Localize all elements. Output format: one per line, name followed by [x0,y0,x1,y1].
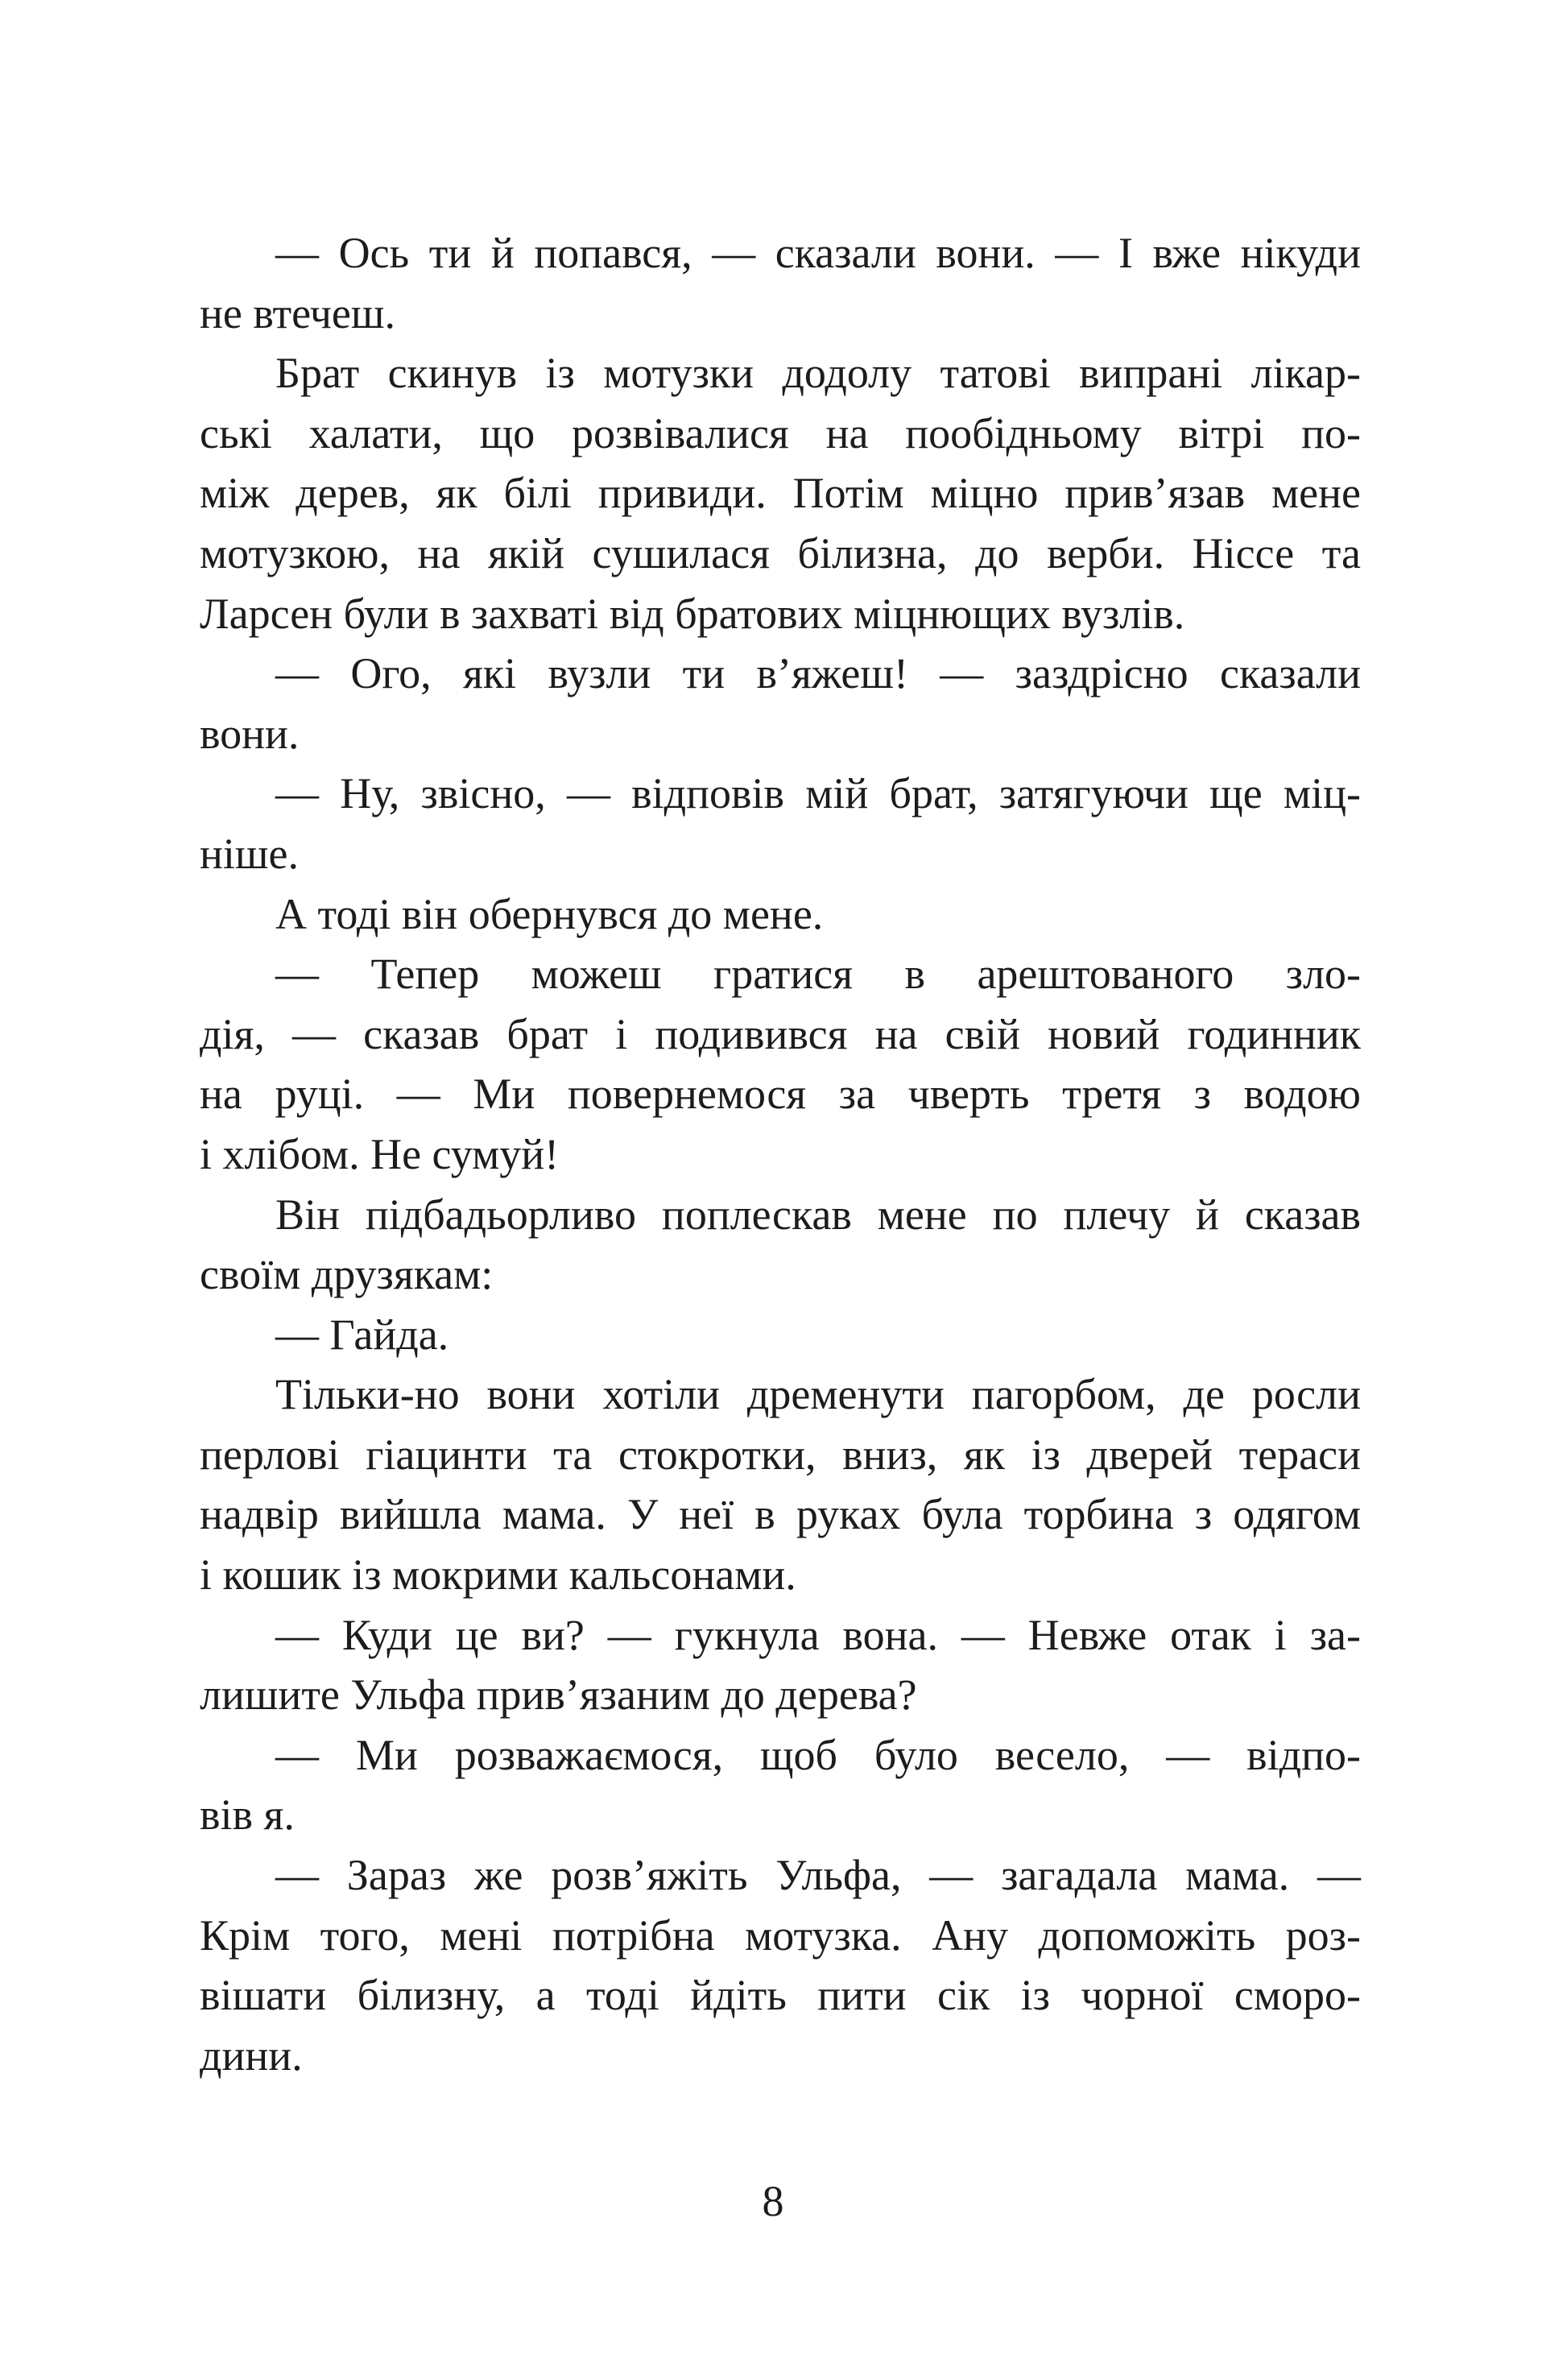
text-line: — Ми розважаємося, щоб було весело, — відпо- [275,1730,1361,1779]
text-line: ніше. [200,829,299,878]
text-line: і кошик із мокрими кальсонами. [200,1550,796,1600]
text-line: своїм друзякам: [200,1250,494,1299]
text-line: — Куди це ви? — гукнула вона. — Невже отак і за- [275,1610,1361,1659]
text-line: Тільки-но вони хотіли дременути пагорбом, де росли [275,1370,1361,1419]
text-line: Він підбадьорливо поплескав мене по плечу й сказав [275,1190,1361,1239]
page-number: 8 [762,2177,784,2225]
text-line: — Ну, звісно, — відповів мій брат, затягуючи ще міц- [275,769,1361,818]
text-line: вішати білизну, а тоді йдіть пити сік із чорної сморо- [200,1971,1361,2020]
text-line: — Ось ти й попався, — сказали вони. — І вже нікуди [275,229,1361,277]
text-line: перлові гіацинти та стокротки, вниз, як із дверей тераси [200,1430,1361,1479]
text-line: Крім того, мені потрібна мотузка. Ану допоможіть роз- [200,1910,1361,1960]
text-line: вони. [200,709,300,758]
text-line: і хлібом. Не сумуй! [200,1129,560,1178]
text-line: дини. [200,2030,303,2080]
text-line: ські халати, що розвівалися на пообідньому вітрі по- [200,408,1361,457]
text-line: Ларсен були в захваті від братових міцнющих вузлів. [200,589,1185,638]
text-line: — Ого, які вузли ти в’яжеш! — заздрісно сказали [275,649,1361,698]
text-line: надвір вийшла мама. У неї в руках була торбина з одягом [200,1490,1361,1539]
text-line: Брат скинув із мотузки додолу татові випрані лікар- [275,349,1361,398]
text-line: не втечеш. [200,288,395,337]
text-line: лишите Ульфа прив’язаним до дерева? [200,1670,917,1720]
text-line: на руці. — Ми повернемося за чверть третя з водою [200,1070,1361,1119]
text-line: — Гайда. [275,1310,449,1359]
text-line: — Зараз же розв’яжіть Ульфа, — загадала мама. — [275,1851,1361,1900]
text-line: дія, — сказав брат і подивився на свій новий годинник [200,1009,1361,1058]
text-line: — Тепер можеш гратися в арештованого зло- [275,950,1361,999]
text-line: А тоді він обернувся до мене. [275,889,824,938]
text-line: мотузкою, на якій сушилася білизна, до верби. Ніссе та [200,528,1361,577]
text-line: вів я. [200,1790,295,1840]
text-line: між дерев, як білі привиди. Потім міцно прив’язав мене [200,469,1361,518]
body-text [200,223,1361,2085]
